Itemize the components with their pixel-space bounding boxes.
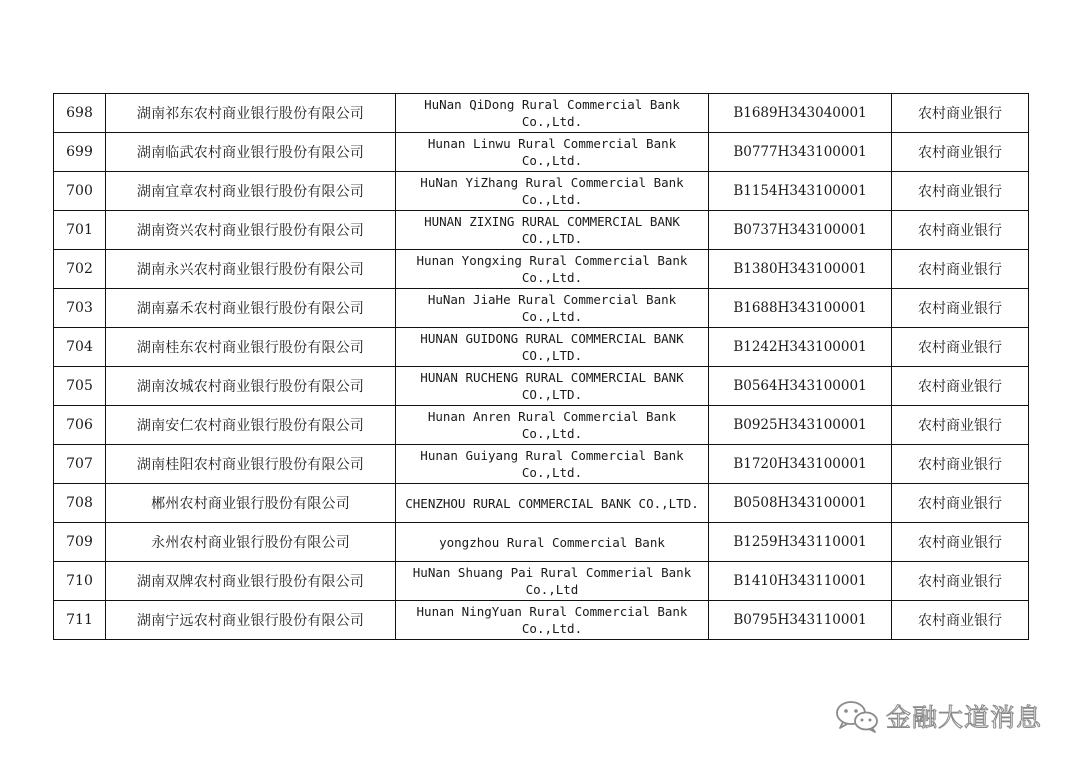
- institution-type: 农村商业银行: [892, 94, 1029, 133]
- institution-type: 农村商业银行: [892, 250, 1029, 289]
- table-row: [54, 94, 1029, 133]
- institution-type: 农村商业银行: [892, 601, 1029, 640]
- bank-name-chinese: 湖南宜章农村商业银行股份有限公司: [106, 172, 396, 211]
- bank-name-english-line: Hunan Linwu Rural Commercial Bank: [427, 136, 677, 151]
- row-number: 702: [54, 250, 106, 289]
- institution-type: 农村商业银行: [892, 211, 1029, 250]
- bank-name-english: [396, 367, 709, 406]
- bank-name-chinese: 湖南嘉禾农村商业银行股份有限公司: [106, 289, 396, 328]
- table-row: [54, 484, 1029, 523]
- institution-type: 农村商业银行: [892, 484, 1029, 523]
- bank-name-chinese: 郴州农村商业银行股份有限公司: [106, 484, 396, 523]
- institution-type: 农村商业银行: [892, 562, 1029, 601]
- institution-code: B0925H343100001: [709, 406, 892, 445]
- bank-name-english-line: CO.,LTD.: [521, 387, 583, 402]
- bank-name-english-line: Co.,Ltd.: [521, 621, 583, 636]
- bank-name-english: [396, 445, 709, 484]
- bank-name-english-line: HUNAN GUIDONG RURAL COMMERCIAL BANK: [420, 331, 684, 346]
- bank-name-english: [396, 406, 709, 445]
- bank-name-english-line: Co.,Ltd.: [521, 270, 583, 285]
- bank-name-english: [396, 289, 709, 328]
- institution-type: 农村商业银行: [892, 289, 1029, 328]
- table-row: [54, 523, 1029, 562]
- bank-name-english-line: HuNan Shuang Pai Rural Commerial Bank: [412, 565, 692, 580]
- bank-name-chinese: 湖南双牌农村商业银行股份有限公司: [106, 562, 396, 601]
- table-row: [54, 367, 1029, 406]
- table-row: [54, 406, 1029, 445]
- bank-name-english-line: Co.,Ltd: [525, 582, 579, 597]
- row-number: 708: [54, 484, 106, 523]
- bank-name-chinese: 湖南桂东农村商业银行股份有限公司: [106, 328, 396, 367]
- bank-name-english-line: CO.,LTD.: [521, 348, 583, 363]
- bank-name-english-line: Hunan Anren Rural Commercial Bank: [427, 409, 677, 424]
- institution-type: 农村商业银行: [892, 406, 1029, 445]
- table-row: [54, 328, 1029, 367]
- institution-code: B1259H343110001: [709, 523, 892, 562]
- bank-name-english-line: CHENZHOU RURAL COMMERCIAL BANK CO.,LTD.: [405, 495, 699, 511]
- institution-type: 农村商业银行: [892, 367, 1029, 406]
- bank-name-english-line: Co.,Ltd.: [521, 192, 583, 207]
- bank-name-english-line: HuNan YiZhang Rural Commercial Bank: [420, 175, 684, 190]
- table-body: [54, 94, 1029, 640]
- row-number: 699: [54, 133, 106, 172]
- bank-name-english: [396, 250, 709, 289]
- institution-code: B1688H343100001: [709, 289, 892, 328]
- bank-license-table: [53, 93, 1029, 640]
- bank-name-chinese: 湖南临武农村商业银行股份有限公司: [106, 133, 396, 172]
- watermark-text: 金融大道消息: [886, 703, 1043, 732]
- row-number: 703: [54, 289, 106, 328]
- institution-code: B0508H343100001: [709, 484, 892, 523]
- table-row: [54, 562, 1029, 601]
- row-number: 698: [54, 94, 106, 133]
- bank-name-english-line: Co.,Ltd.: [521, 114, 583, 129]
- bank-name-english: [396, 523, 709, 562]
- institution-code: B1720H343100001: [709, 445, 892, 484]
- institution-code: B1410H343110001: [709, 562, 892, 601]
- bank-name-chinese: 湖南祁东农村商业银行股份有限公司: [106, 94, 396, 133]
- row-number: 704: [54, 328, 106, 367]
- bank-name-english-line: HUNAN RUCHENG RURAL COMMERCIAL BANK: [420, 370, 684, 385]
- wechat-icon: [834, 699, 880, 733]
- table-row: [54, 601, 1029, 640]
- row-number: 710: [54, 562, 106, 601]
- bank-name-english-line: Co.,Ltd.: [521, 153, 583, 168]
- bank-name-english-line: Hunan Guiyang Rural Commercial Bank: [420, 448, 684, 463]
- institution-code: B0564H343100001: [709, 367, 892, 406]
- institution-code: B0777H343100001: [709, 133, 892, 172]
- row-number: 705: [54, 367, 106, 406]
- bank-name-english: [396, 601, 709, 640]
- bank-name-english: [396, 211, 709, 250]
- institution-type: 农村商业银行: [892, 172, 1029, 211]
- institution-code: B1242H343100001: [709, 328, 892, 367]
- row-number: 701: [54, 211, 106, 250]
- row-number: 709: [54, 523, 106, 562]
- institution-type: 农村商业银行: [892, 523, 1029, 562]
- bank-name-english-line: Co.,Ltd.: [521, 465, 583, 480]
- table-row: [54, 445, 1029, 484]
- institution-type: 农村商业银行: [892, 445, 1029, 484]
- row-number: 700: [54, 172, 106, 211]
- bank-name-chinese: 湖南桂阳农村商业银行股份有限公司: [106, 445, 396, 484]
- bank-name-chinese: 湖南宁远农村商业银行股份有限公司: [106, 601, 396, 640]
- table-row: [54, 172, 1029, 211]
- bank-name-english: [396, 562, 709, 601]
- bank-name-english: [396, 484, 709, 523]
- bank-name-english-line: HuNan QiDong Rural Commercial Bank: [424, 97, 680, 112]
- table-row: [54, 133, 1029, 172]
- institution-code: B0737H343100001: [709, 211, 892, 250]
- bank-name-english-line: Co.,Ltd.: [521, 426, 583, 441]
- bank-name-chinese: 湖南安仁农村商业银行股份有限公司: [106, 406, 396, 445]
- bank-name-english-line: HuNan JiaHe Rural Commercial Bank: [427, 292, 677, 307]
- bank-name-chinese: 永州农村商业银行股份有限公司: [106, 523, 396, 562]
- row-number: 711: [54, 601, 106, 640]
- row-number: 706: [54, 406, 106, 445]
- institution-type: 农村商业银行: [892, 328, 1029, 367]
- bank-name-chinese: 湖南永兴农村商业银行股份有限公司: [106, 250, 396, 289]
- institution-type: 农村商业银行: [892, 133, 1029, 172]
- bank-name-english-line: Hunan Yongxing Rural Commercial Bank: [416, 253, 688, 268]
- table-row: [54, 250, 1029, 289]
- institution-code: B1154H343100001: [709, 172, 892, 211]
- bank-name-chinese: 湖南汝城农村商业银行股份有限公司: [106, 367, 396, 406]
- table-row: [54, 211, 1029, 250]
- table-row: [54, 289, 1029, 328]
- bank-name-english: [396, 328, 709, 367]
- bank-name-english: [396, 94, 709, 133]
- bank-name-english-line: HUNAN ZIXING RURAL COMMERCIAL BANK: [424, 214, 680, 229]
- bank-name-english-line: CO.,LTD.: [521, 231, 583, 246]
- bank-name-english: [396, 133, 709, 172]
- bank-name-english-line: yongzhou Rural Commercial Bank: [439, 534, 665, 550]
- row-number: 707: [54, 445, 106, 484]
- institution-code: B0795H343110001: [709, 601, 892, 640]
- bank-name-english: [396, 172, 709, 211]
- institution-code: B1380H343100001: [709, 250, 892, 289]
- bank-name-english-line: Co.,Ltd.: [521, 309, 583, 324]
- institution-code: B1689H343040001: [709, 94, 892, 133]
- bank-name-english-line: Hunan NingYuan Rural Commercial Bank: [416, 604, 688, 619]
- bank-name-chinese: 湖南资兴农村商业银行股份有限公司: [106, 211, 396, 250]
- watermark: [834, 698, 1042, 734]
